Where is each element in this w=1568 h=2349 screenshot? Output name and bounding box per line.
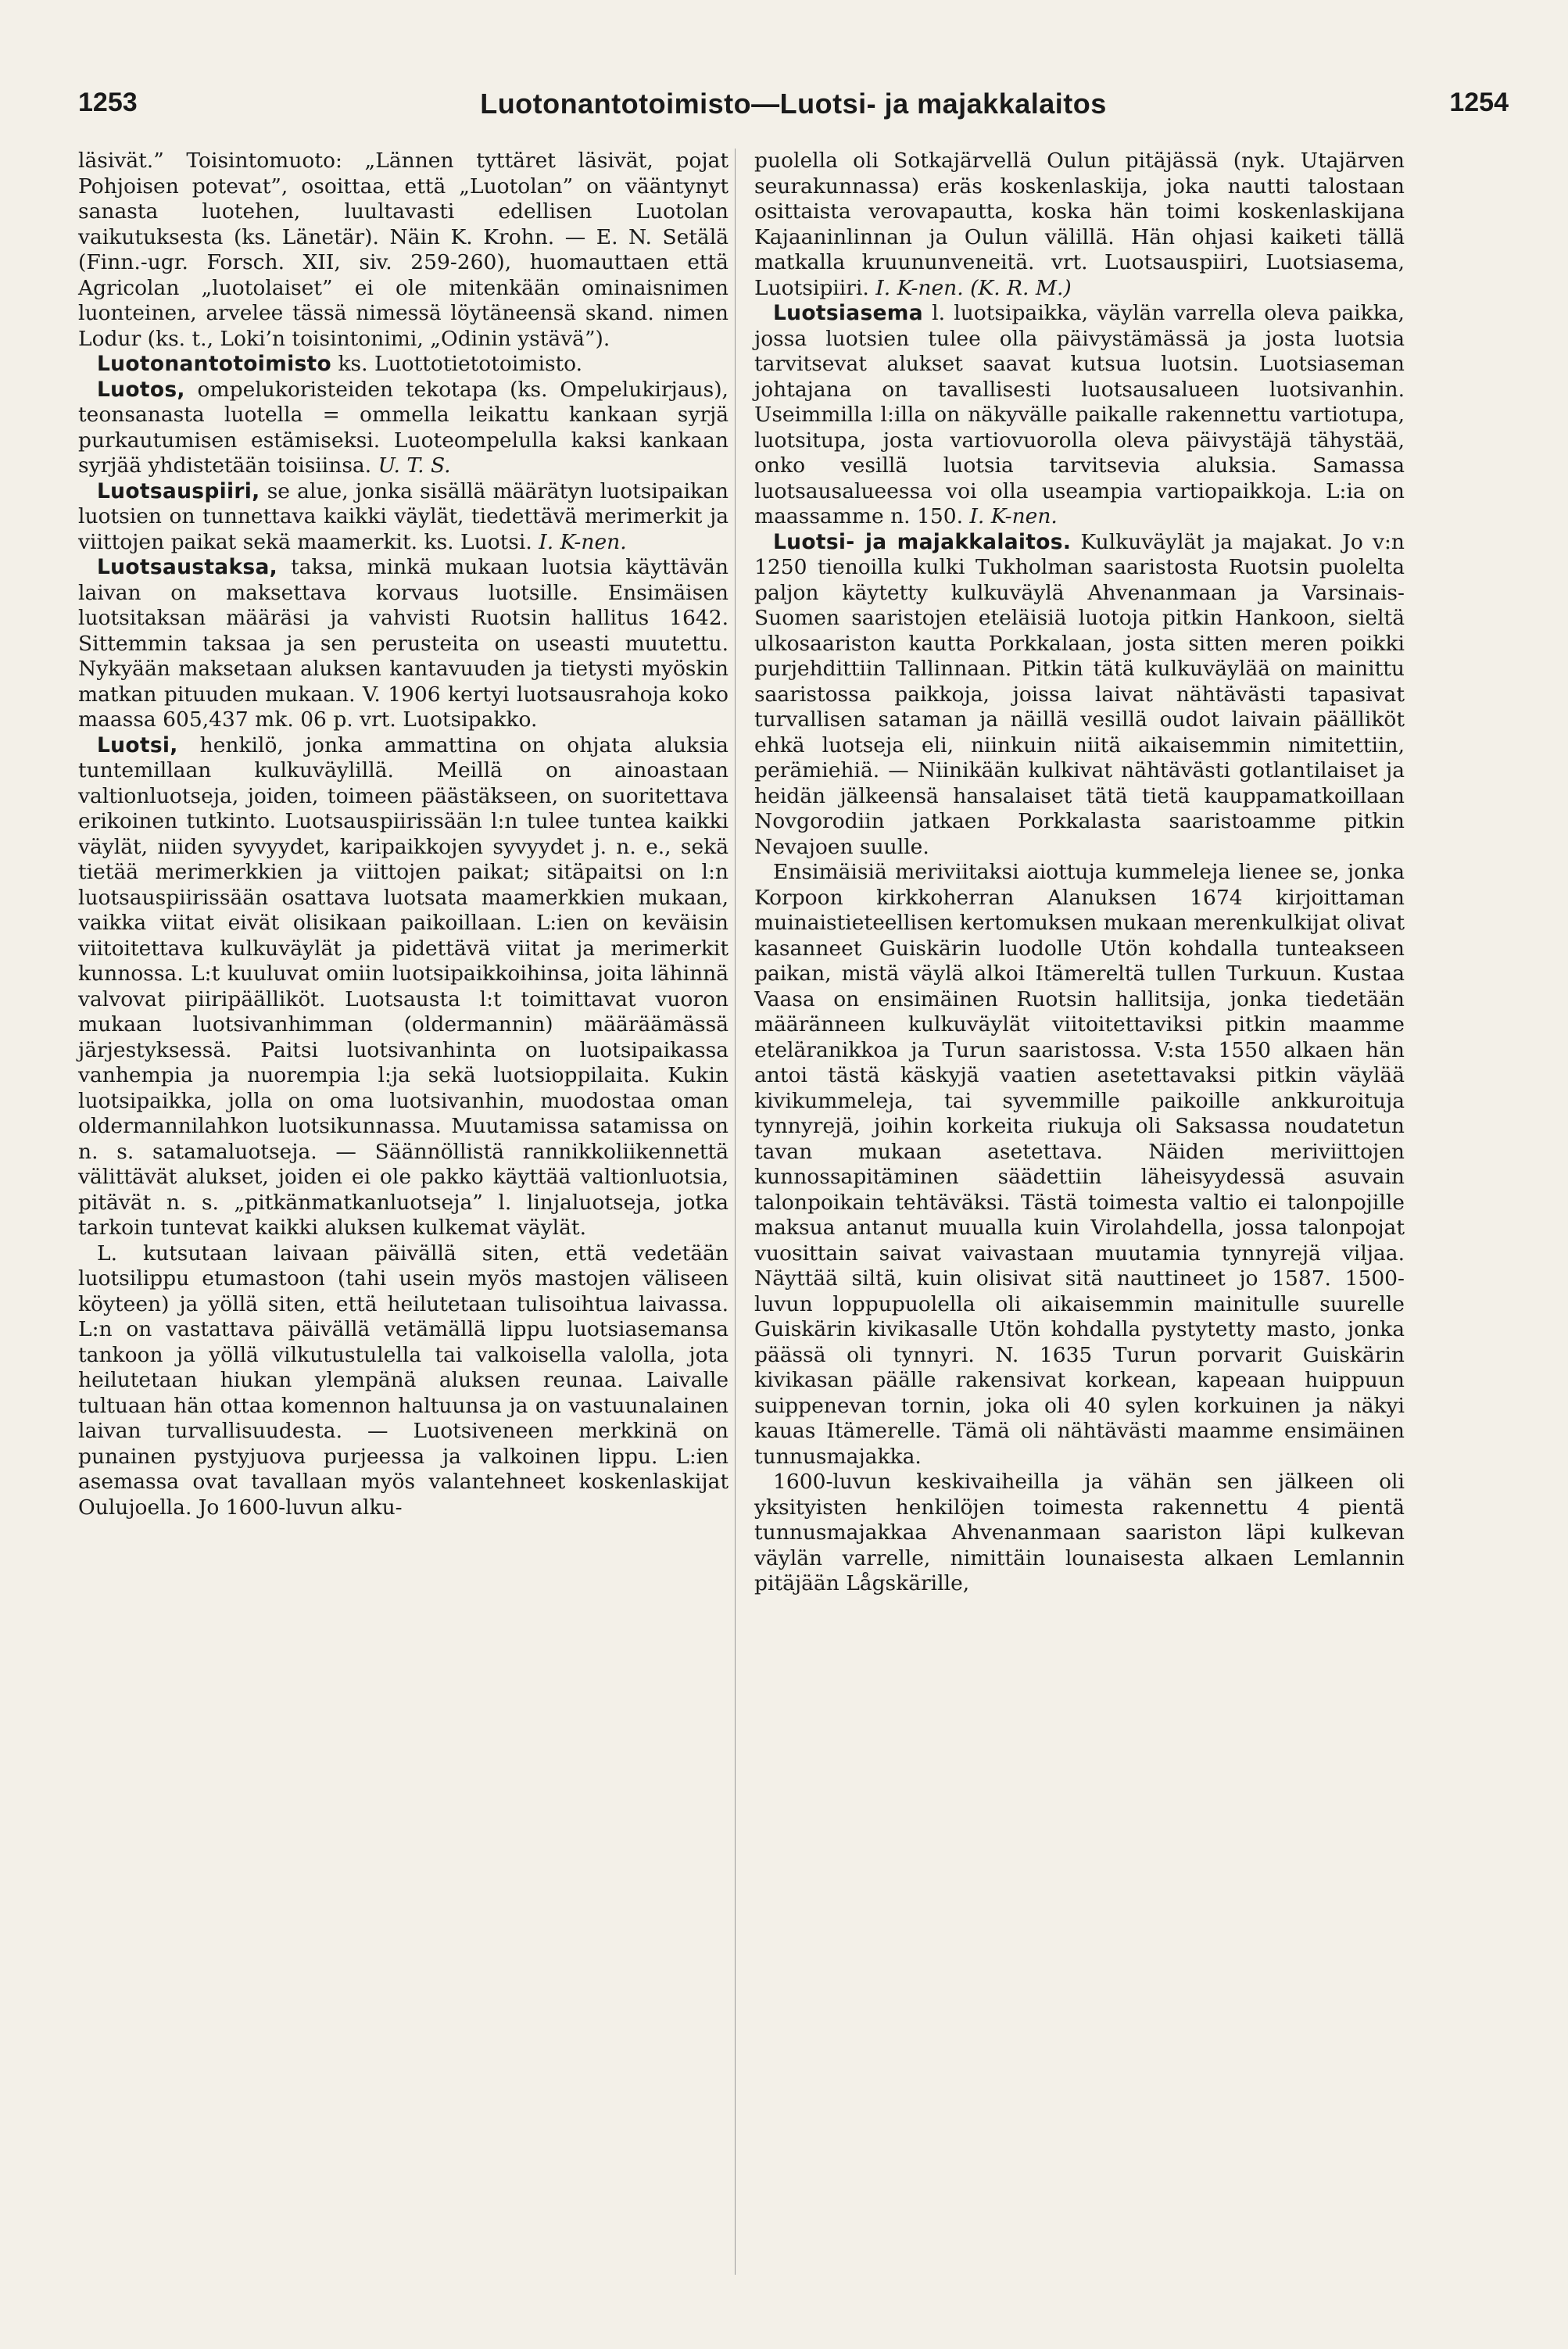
entry-text: ks. Luottotietotoimisto.	[338, 352, 583, 376]
headword: Luotsauspiiri,	[97, 478, 260, 503]
entry-luotsi-ja-majakkalaitos	[754, 530, 1405, 861]
entry-luotos	[78, 378, 729, 479]
entry-text: l. luotsipaikka, väylän varrella oleva paikka, jossa luotsien tulee olla päivystämässä ja josta luotsia tarvitsevat alukset saavat kutsua luotsin. Luotsiaseman johtajana on tavallisesti luotsausalueen luotsivanhin. Useimmilla l:illa on näkyvälle paikalle rakennettu vartiotupa, luotsitupa, josta vartiovuorolla oleva päivystäjä tähystää, onko vesillä luotsia tarvitsevia aluksia. Samassa luotsausalueessa voi olla useampia vartiopaikkoja. L:ia on maassamme n. 150.	[754, 301, 1405, 528]
paragraph-1600-luku: 1600-luvun keskivaiheilla ja vähän sen jälkeen oli yksityisten henkilöjen toimesta rakennettu 4 pientä tunnusmajakkaa Ahvenanmaan saariston läpi kulkevan väylän varrelle, nimittäin lounaisesta alkaen Lemlannin pitäjään Lågskärille,	[754, 1470, 1405, 1595]
entry-luotsiasema	[754, 301, 1405, 530]
author-signature: I. K-nen.	[539, 529, 627, 554]
right-column	[754, 149, 1405, 1597]
paragraph-luotsin-kutsuminen: L. kutsutaan laivaan päivällä siten, että vedetään luotsilippu etumastoon (tahi usein myös mastojen väliseen köyteen) ja yöllä siten, että heilutetaan tulisoihtua laivassa. L:n on vastattava päivällä vetämällä lippu luotsiasemansa tankoon ja yöllä vilkutustulella tai valkoisella valolla, jota heilutetaan hiukan ylempänä aluksen reunaa. Laivalle tultuaan hän ottaa komennon haltuunsa ja on vastuunalainen laivan turvallisuudesta. — Luotsiveneen merkkinä on punainen pystyjuova purjeessa ja valkoinen lippu. L:ien asemassa ovat tavallaan myös valantehneet koskenlaskijat Oulujoella. Jo 1600-luvun alku-	[78, 1241, 729, 1520]
entry-luotsi	[78, 733, 729, 1241]
headword: Luotsi,	[97, 732, 178, 757]
entry-luotsauspiiri	[78, 479, 729, 556]
headword: Luotonantotoimisto	[97, 352, 332, 376]
entry-text: puolella oli Sotkajärvellä Oulun pitäjässä (nyk. Utajärven seurakunnassa) eräs koskenlaskija, joka nautti talostaan osittaista verovapautta, koska hän toimi koskenlaskijana Kajaaninlinnan ja Oulun välillä. Hän ohjasi kaiketi tällä matkalla kruununveneitä. vrt. Luotsauspiiri, Luotsiasema, Luotsipiiri.	[754, 149, 1405, 300]
column-divider	[735, 149, 736, 2275]
entry-text: taksa, minkä mukaan luotsia käyttävän laivan on maksettava korvaus luotsille. Ensimäisen luotsitaksan määräsi ja vahvisti Ruotsin hallitus 1642. Sittemmin taksaa ja sen perusteita on useasti muutettu. Nykyään maksetaan aluksen kantavuuden ja tietysti myöskin matkan pituuden mukaan. V. 1906 kertyi luotsausrahoja koko maassa 605,437 mk. 06 p. vrt. Luotsipakko.	[78, 555, 729, 732]
page-number-right: 1254	[1449, 88, 1509, 117]
headword: Luotos,	[97, 377, 185, 402]
continuation-paragraph: läsivät.” Toisintomuoto: „Lännen tyttäret läsivät, pojat Pohjoisen potevat”, osoittaa, että „Luotolan” on vääntynyt sanasta luotehen, luultavasti edellisen Luotolan vaikutuksesta (ks. Länetär). Näin K. Krohn. — E. N. Setälä (Finn.-ugr. Forsch. XII, siv. 259-260), huomauttaen että Agricolan „luotolaiset” ei ole mitenkään ominaisnimen luonteinen, arvelee tässä nimessä löytäneensä skand. nimen Lodur (ks. t., Loki’n toisintonimi, „Odinin ystävä”).	[78, 149, 729, 351]
entry-text: henkilö, jonka ammattina on ohjata aluksia tuntemillaan kulkuväylillä. Meillä on ainoastaan valtionluotseja, joiden, toimeen päästäkseen, on suoritettava erikoinen tutkinto. Luotsauspiirissään l:n tulee tuntea kaikki väylät, niiden syvyydet, karipaikkojen syvyydet j. n. e., sekä tietää merimerkkien ja viittojen paikat; sitäpaitsi on l:n luotsauspiirissään osattava luotsata maamerkkien mukaan, vaikka viitat eivät olisikaan paikoillaan. L:ien on keväisin viitoitettava kulkuväylät ja pidettävä viitat ja merimerkit kunnossa. L:t kuuluvat omiin luotsipaikkoihinsa, joita lähinnä valvovat piiripäälliköt. Luotsausta l:t toimittavat vuoron mukaan luotsivanhimman (oldermannin) määräämässä järjestyksessä. Paitsi luotsivanhinta on luotsipaikassa vanhempia ja nuorempia l:ja sekä luotsioppilaita. Kukin luotsipaikka, jolla on oma luotsivanhin, muodostaa oman oldermannilahkon luotsikunnassa. Muutamissa satamissa on n. s. satamaluotseja. — Säännöllistä rannikkoliikennettä välittävät alukset, joiden ei ole pakko käyttää valtionluotsia, pitävät n. s. „pitkänmatkanluotseja” l. linjaluotseja, jotka tarkoin tuntevat kaikki aluksen kulkemat väylät.	[78, 732, 729, 1240]
page-number-left: 1253	[78, 88, 138, 117]
headword: Luotsaustaksa,	[97, 555, 278, 579]
author-signature: I. K-nen. (K. R. M.)	[875, 275, 1072, 300]
running-title: Luotonantotoimisto—Luotsi- ja majakkalaitos	[480, 88, 1107, 120]
continuation-paragraph	[754, 149, 1405, 301]
entry-text: se alue, jonka sisällä määrätyn luotsipaikan luotsien on tunnettava kaikki väylät, tiedettävä merimerkit ja viittojen paikat sekä maamerkit. ks. Luotsi.	[78, 478, 729, 554]
paragraph-kummelit: Ensimäisiä meriviitaksi aiottuja kummeleja lienee se, jonka Korpoon kirkkoherran Alanuksen 1674 kirjoittaman muinaistieteellisen kertomuksen mukaan merenkulkijat olivat kasanneet Guiskärin luodolle Utön kohdalla tunteakseen paikan, mistä väylä alkoi Itämereltä tullen Turkuun. Kustaa Vaasa on ensimäinen Ruotsin hallitsija, jonka tiedetään määränneen kulkuväylät viitoitettaviksi pitkin maamme eteläranikkoa ja Turun saaristossa. V:sta 1550 alkaen hän antoi tästä käskyjä vaatien asetettavaksi pitkin väylää kivikummeleja, tai syvemmille paikoille ankkuroituja tynnyrejä, joihin korkeita riukuja oli Saksassa noudatetun tavan mukaan asetettava. Näiden meriviittojen kunnossapitäminen säädettiin läheisyydessä asuvain talonpoikain tehtäväksi. Tästä toimesta valtio ei talonpojille maksua antanut muualla kuin Virolahdella, jossa talonpojat vuosittain saivat vaivastaan muutamia tynnyrejä viljaa. Näyttää siltä, kuin olisivat sitä nauttineet jo 1587. 1500-luvun loppupuolella oli aikaisemmin mainitulle suurelle Guiskärin kivikasalle Utön kohdalla pystytetty masto, jonka päässä oli tynnyri. N. 1635 Turun porvarit Guiskärin kivikasan päälle rakensivat korkean, kapeaan huippuun suippenevan tornin, joka oli 40 sylen korkuinen ja näkyi kauas Itämerelle. Tämä oli nähtävästi maamme ensimäinen tunnusmajakka.	[754, 860, 1405, 1469]
entry-luotsaustaksa	[78, 555, 729, 733]
entry-text: Kulkuväylät ja majakat. Jo v:n 1250 tienoilla kulki Tukholman saaristosta Ruotsin puolelta paljon käytetty kulkuväylä Ahvenanmaan ja Varsinais-Suomen saaristojen eteläisiä luotoja pitkin Hankoon, sieltä ulkosaariston kautta Porkkalaan, josta sitten meren poikki purjehdittiin Tallinnaan. Pitkin tätä kulkuväylää on mainittu saaristossa paikkoja, joissa laivat nähtävästi tapasivat turvallisen sataman ja näillä vesillä oudot laivain päälliköt ehkä luotseja eli, niinkuin niitä aikaisemmin nimitettiin, perämiehiä. — Niinikään kulkivat nähtävästi gotlantilaiset ja heidän jälkeensä hansalaiset tätä tietä kauppamatkoillaan Novgorodiin jatkaen Porkkalasta saaristoamme pitkin Nevajoen suulle.	[754, 529, 1405, 859]
author-signature: U. T. S.	[378, 453, 451, 478]
headword: Luotsiasema	[773, 301, 923, 325]
headword: Luotsi- ja majakkalaitos.	[773, 529, 1072, 554]
page-header	[78, 88, 1509, 134]
entry-luotonantotoimisto	[78, 352, 729, 378]
author-signature: I. K-nen.	[969, 504, 1058, 528]
entry-text: ompelukoristeiden tekotapa (ks. Ompelukirjaus), teonsanasta luotella = ommella leikattu kankaan syrjä purkautumisen estämiseksi. Luoteompelulla kaksi kankaan syrjää yhdistetään toisiinsa.	[78, 377, 729, 478]
left-column	[78, 149, 729, 1520]
